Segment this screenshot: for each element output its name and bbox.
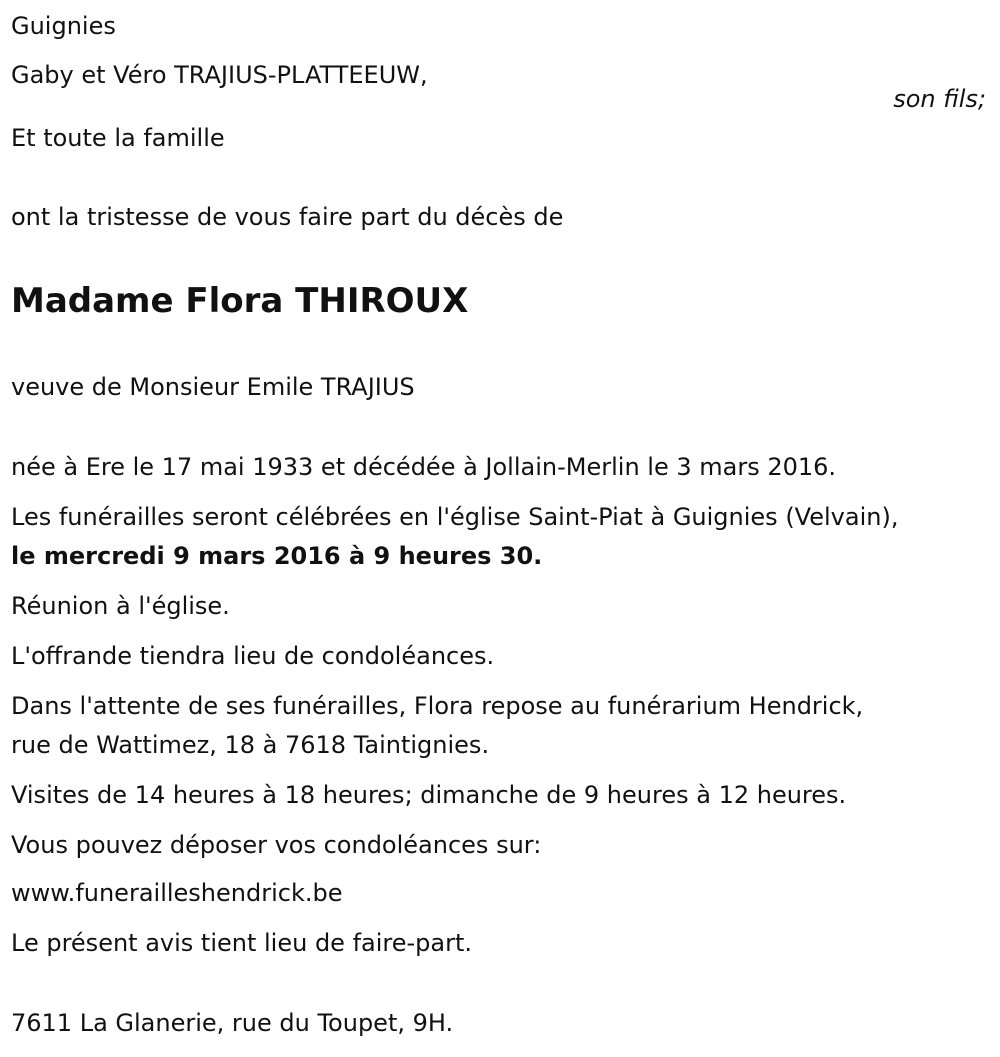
birth-death-text: née à Ere le 17 mai 1933 et décédée à Jollain-Merlin le 3 mars 2016. bbox=[11, 453, 837, 481]
funerarium-line-2: rue de Wattimez, 18 à 7618 Taintignies. bbox=[11, 731, 490, 759]
deceased-name: Madame Flora THIROUX bbox=[11, 281, 469, 321]
condolences-prompt: Vous pouvez déposer vos condoléances sur: bbox=[11, 831, 542, 859]
funeral-location-text: Les funérailles seront célébrées en l'église Saint-Piat à Guignies (Velvain), bbox=[11, 503, 899, 531]
notice-note-text: Le présent avis tient lieu de faire-part. bbox=[11, 929, 473, 957]
place-header: Guignies bbox=[11, 12, 116, 40]
website-text: www.funerailleshendrick.be bbox=[11, 879, 343, 907]
family-line-all: Et toute la famille bbox=[11, 124, 225, 152]
family-relation-note: son fils; bbox=[893, 85, 986, 113]
announcement-text: ont la tristesse de vous faire part du décès de bbox=[11, 203, 564, 231]
address-text: 7611 La Glanerie, rue du Toupet, 9H. bbox=[11, 1009, 454, 1037]
funerarium-line-1: Dans l'attente de ses funérailles, Flora repose au funérarium Hendrick, bbox=[11, 692, 864, 720]
visits-text: Visites de 14 heures à 18 heures; dimanche de 9 heures à 12 heures. bbox=[11, 781, 847, 809]
offering-text: L'offrande tiendra lieu de condoléances. bbox=[11, 642, 495, 670]
funeral-date-text: le mercredi 9 mars 2016 à 9 heures 30. bbox=[11, 542, 543, 570]
meeting-text: Réunion à l'église. bbox=[11, 592, 230, 620]
family-line-son: Gaby et Véro TRAJIUS-PLATTEEUW, bbox=[11, 61, 428, 89]
widow-of-text: veuve de Monsieur Emile TRAJIUS bbox=[11, 373, 415, 401]
